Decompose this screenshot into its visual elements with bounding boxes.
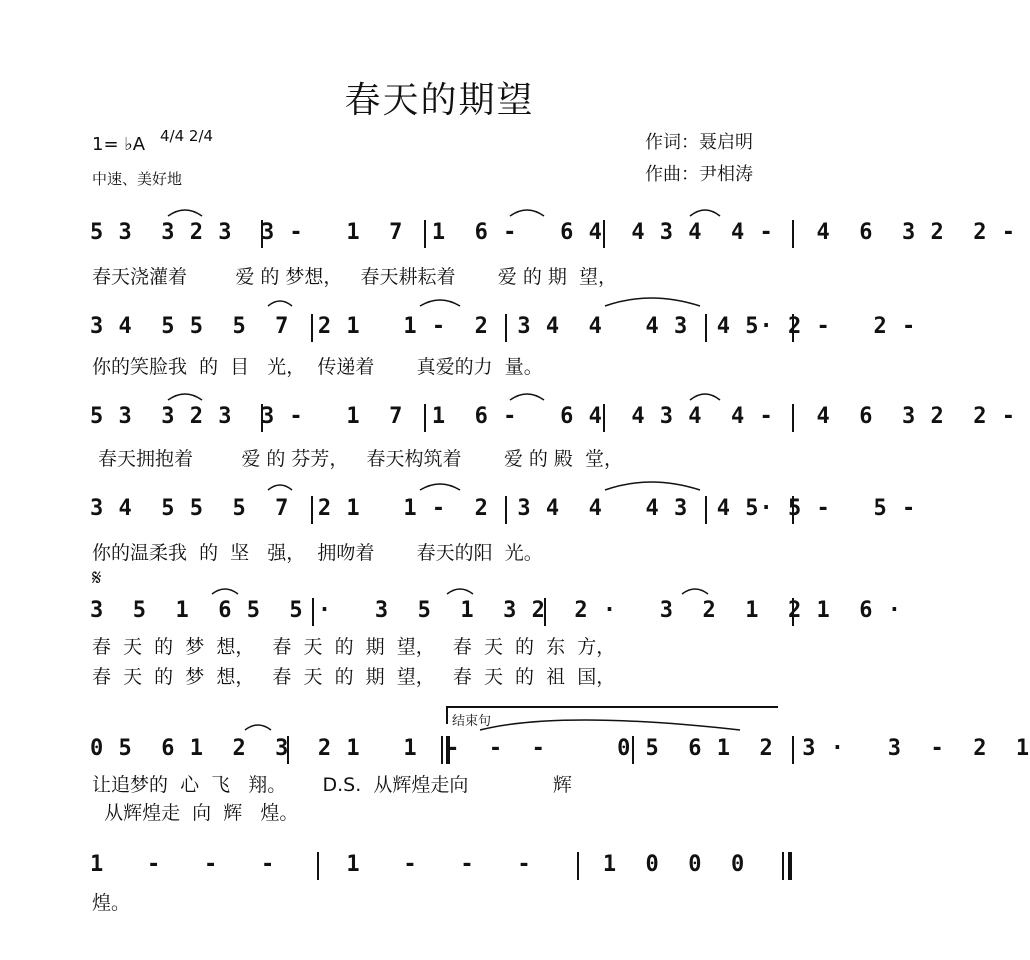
- lyric-line-5a: 春 天 的 梦 想， 春 天 的 期 望， 春 天 的 东 方，: [92, 636, 616, 658]
- lyric-line-2: 你的笑脸我 的 目 光， 传递着 真爱的力 量。: [92, 356, 543, 378]
- notation-line-7: 1 - - - 1 - - - 1 0 0 0: [90, 852, 746, 877]
- tempo-marking: 中速、美好地: [92, 170, 183, 188]
- song-title: 春天的期望: [344, 80, 535, 121]
- ending-label: 结束句: [452, 714, 492, 729]
- notation-line-1: 5 3 3 2 3 3 - 1 7 1 6 - 6 4 4 3 4 4 - 4 6 3 2 2 -: [90, 220, 1016, 245]
- time-signature-a: 4/4: [160, 127, 185, 145]
- lyric-line-6a: 让追梦的 心 飞 翔。 D.S. 从辉煌走向 辉: [92, 774, 572, 796]
- notation-line-6: 0 5 6 1 2 3 2 1 1 - - - 0 5 6 1 2 3 · 3 - 2 1: [90, 736, 1030, 761]
- lyric-line-6b: 从辉煌走 向 辉 煌。: [92, 802, 299, 824]
- notation-line-3: 5 3 3 2 3 3 - 1 7 1 6 - 6 4 4 3 4 4 - 4 6 3 2 2 -: [90, 404, 1016, 429]
- lyric-line-7: 煌。: [92, 892, 131, 914]
- notation-line-2: 3 4 5 5 5 7 2 1 1 - 2 3 4 4 4 3 4 5· 2 - 2 -: [90, 314, 917, 339]
- lyric-line-3: 春天拥抱着 爱 的 芬芳， 春天构筑着 爱 的 殿 堂，: [92, 448, 623, 470]
- time-signature-b: 2/4: [188, 127, 214, 145]
- lyric-line-1: 春天浇灌着 爱 的 梦想， 春天耕耘着 爱 的 期 望，: [92, 266, 617, 288]
- lyric-line-4: 你的温柔我 的 坚 强， 拥吻着 春天的阳 光。: [92, 542, 543, 564]
- lyricist-credit: 作词：聂启明: [645, 132, 753, 153]
- key-signature: 1= ♭A: [92, 134, 146, 155]
- segno-sign: 𝄋: [92, 566, 102, 591]
- notation-line-4: 3 4 5 5 5 7 2 1 1 - 2 3 4 4 4 3 4 5· 5 - 5 -: [90, 496, 917, 521]
- notation-line-5: 3 5 1 6 5 5 · 3 5 1 3 2 2 · 3 2 1 2 1 6 ·: [90, 598, 902, 623]
- composer-credit: 作曲：尹相涛: [645, 164, 753, 185]
- lyric-line-5b: 春 天 的 梦 想， 春 天 的 期 望， 春 天 的 祖 国，: [92, 666, 616, 688]
